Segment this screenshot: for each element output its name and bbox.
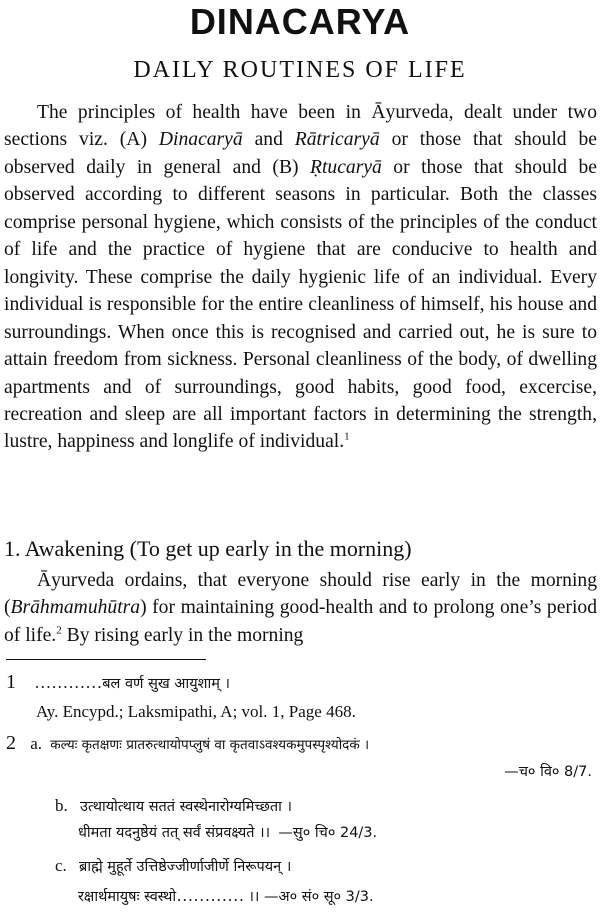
awakening-text-1: Āyurveda ordains, that everyone should rise early in the morning (: [4, 570, 597, 619]
page-subtitle: DAILY ROUTINES OF LIFE: [133, 57, 467, 83]
footnote-2c-label: c.: [55, 856, 67, 875]
footnote-2c-line-1: ब्राह्मे मुहूर्ते उत्तिष्ठेज्जीर्णाजीर्णे निरूपयन् ।: [79, 859, 292, 875]
term-rtucarya: Ṛtucaryā: [310, 156, 382, 178]
footnote-2a-sanskrit: कल्यः कृतक्षणः प्रातरुत्थायोपप्लुषं वा कृतवाऽवश्यकमुपस्पृश्योदकं ।: [50, 737, 370, 753]
section-heading-awakening: 1. Awakening (To get up early in the morning): [4, 536, 412, 561]
intro-text-4: or those that should be observed according to different seasons in particular. Both the classes comprise personal hygiene, which consists of the principles of the conduct of life and the practice of hygiene that are conducive to health and longivity. These comprise the daily hygienic life of an individual. Every individual is responsible for the entire cleanliness of himself, his house and surroundings. When once this is recognised and carried out, he is sure to attain freedom from sickness. Personal cleanliness of the body, of dwelling apartments and of surroundings, good habits, good food, excercise, recreation and sleep are all important factors in determining the strength, lustre, happiness and longlife of individual.: [4, 156, 597, 453]
page-title: DINACARYA: [189, 1, 411, 42]
footnote-2b-line-2: धीमता यदनुष्ठेयं तत् सर्वं संप्रवक्ष्यते ।।: [78, 825, 271, 841]
footnote-1-ellipsis: …………: [34, 673, 103, 692]
intro-paragraph: [4, 99, 597, 456]
footnote-2c: [55, 854, 291, 879]
term-brahmamuhurta: Brāhmamuhūtra: [10, 597, 141, 619]
footnote-2a-reference: —च० वि० 8/7.: [504, 764, 592, 780]
footnote-2b-label: b.: [55, 796, 68, 815]
footnote-2b-line-2-row: [78, 820, 377, 845]
footnote-2b-line-1: उत्थायोत्थाय सततं स्वस्थेनारोग्यमिच्छता ।: [80, 799, 292, 815]
intro-text-1: The principles of health have been in Āyurveda, dealt under two sections viz. (A): [4, 102, 597, 151]
term-ratricarya: Rātricaryā: [294, 129, 380, 151]
footnote-1: [6, 670, 230, 696]
term-dinacarya: Dinacaryā: [158, 129, 243, 151]
footnote-1-source: Ay. Encypd.; Laksmipathi, A; vol. 1, Page 468.: [36, 702, 356, 721]
awakening-paragraph: [4, 567, 597, 649]
footnote-1-number: 1: [6, 671, 16, 693]
awakening-text-3: By rising early in the morning: [61, 624, 304, 646]
footnote-2a: [6, 731, 369, 757]
footnote-2a-label: a.: [30, 734, 43, 753]
intro-text-2: and: [242, 129, 295, 151]
footnote-ref-2: 2: [56, 624, 62, 637]
footnote-2c-reference: ।। —अ० सं० सू० 3/3.: [248, 889, 374, 905]
footnote-rule: [6, 659, 206, 660]
footnote-2c-ellipsis: …………: [176, 886, 245, 905]
intro-text-3: or those that should be observed daily in general and (B): [4, 129, 597, 178]
awakening-text-2: ) for maintaining good-health and to prolong one’s period of life.: [4, 597, 597, 646]
footnote-2-number: 2: [6, 732, 16, 754]
footnote-2b-reference: —सु० चि० 24/3.: [278, 825, 378, 841]
footnote-2b: [55, 794, 292, 819]
footnote-1-sanskrit: बल वर्ण सुख आयुशाम् ।: [102, 676, 231, 692]
footnote-ref-1: 1: [344, 430, 350, 443]
footnote-2c-line-2-row: [78, 884, 374, 909]
footnote-2c-line-2: रक्षार्थमायुषः स्वस्थो: [78, 889, 177, 905]
